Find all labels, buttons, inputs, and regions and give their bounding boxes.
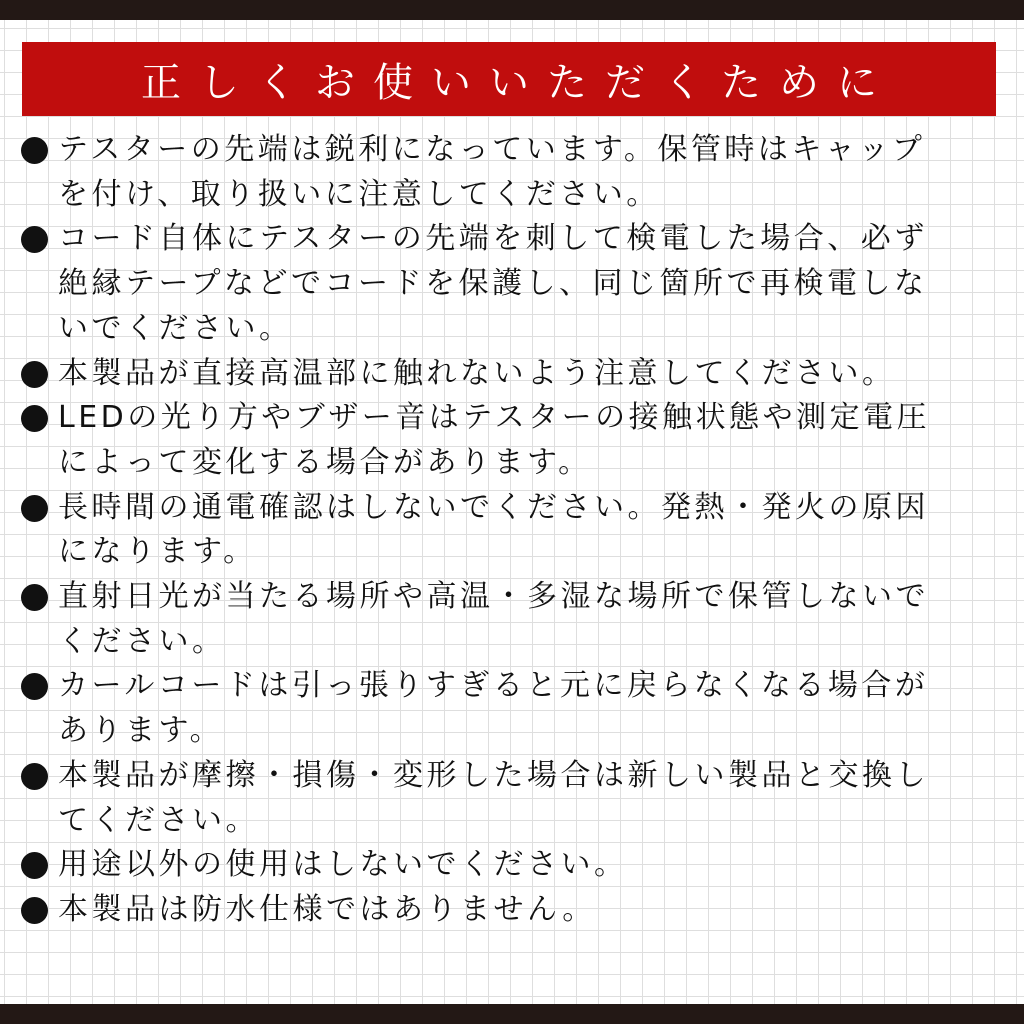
caution-text-line: LEDの光り方やブザー音はテスターの接触状態や測定電圧: [58, 400, 931, 436]
caution-text-line: 絶縁テープなどでコードを保護し、同じ箇所で再検電しな: [58, 266, 928, 302]
caution-item: [20, 352, 990, 397]
caution-text-line: 本製品が摩擦・損傷・変形した場合は新しい製品と交換し: [58, 757, 929, 793]
top-border-bar: [0, 0, 1024, 20]
caution-text-line: になります。: [58, 534, 257, 570]
caution-item: [20, 486, 990, 575]
bullet-icon: [21, 584, 48, 611]
caution-text-line: カールコードは引っ張りすぎると元に戻らなくなる場合が: [58, 668, 929, 704]
caution-text-line: 長時間の通電確認はしないでください。発熱・発火の原因: [58, 489, 929, 525]
caution-text-line: ください。: [58, 623, 226, 659]
title-banner: [22, 42, 996, 116]
bullet-icon: [21, 361, 48, 388]
caution-text-line: を付け、取り扱いに注意してください。: [58, 176, 660, 212]
bottom-border-bar: [0, 1004, 1024, 1024]
caution-text-line: テスターの先端は鋭利になっています。保管時はキャップ: [58, 132, 926, 167]
caution-item: [20, 888, 990, 933]
caution-text-line: 直射日光が当たる場所や高温・多湿な場所で保管しないで: [58, 579, 929, 615]
caution-item: [20, 754, 990, 843]
caution-item: [20, 843, 990, 888]
caution-list: [20, 128, 990, 933]
bullet-icon: [21, 226, 48, 253]
caution-text-line: コード自体にテスターの先端を刺して検電した場合、必ず: [58, 221, 928, 257]
bullet-icon: [21, 897, 48, 924]
caution-item: [20, 128, 990, 217]
bullet-icon: [21, 763, 48, 790]
caution-text-line: 用途以外の使用はしないでください。: [58, 847, 628, 883]
bullet-icon: [21, 137, 48, 164]
caution-text-line: あります。: [58, 713, 224, 749]
caution-text-line: てください。: [58, 802, 259, 838]
caution-item: [20, 396, 990, 485]
bullet-icon: [21, 852, 48, 879]
page-title: 正しくお使いいただくために: [141, 59, 895, 106]
bullet-icon: [21, 673, 48, 700]
caution-text-line: いでください。: [58, 310, 293, 346]
caution-item: [20, 664, 990, 753]
caution-text-line: 本製品は防水仕様ではありません。: [58, 891, 596, 927]
caution-item: [20, 575, 990, 664]
caution-text-line: によって変化する場合があります。: [58, 444, 592, 480]
caution-text-line: 本製品が直接高温部に触れないよう注意してください。: [58, 355, 896, 391]
bullet-icon: [21, 405, 48, 432]
bullet-icon: [21, 495, 48, 522]
caution-item: [20, 217, 990, 351]
